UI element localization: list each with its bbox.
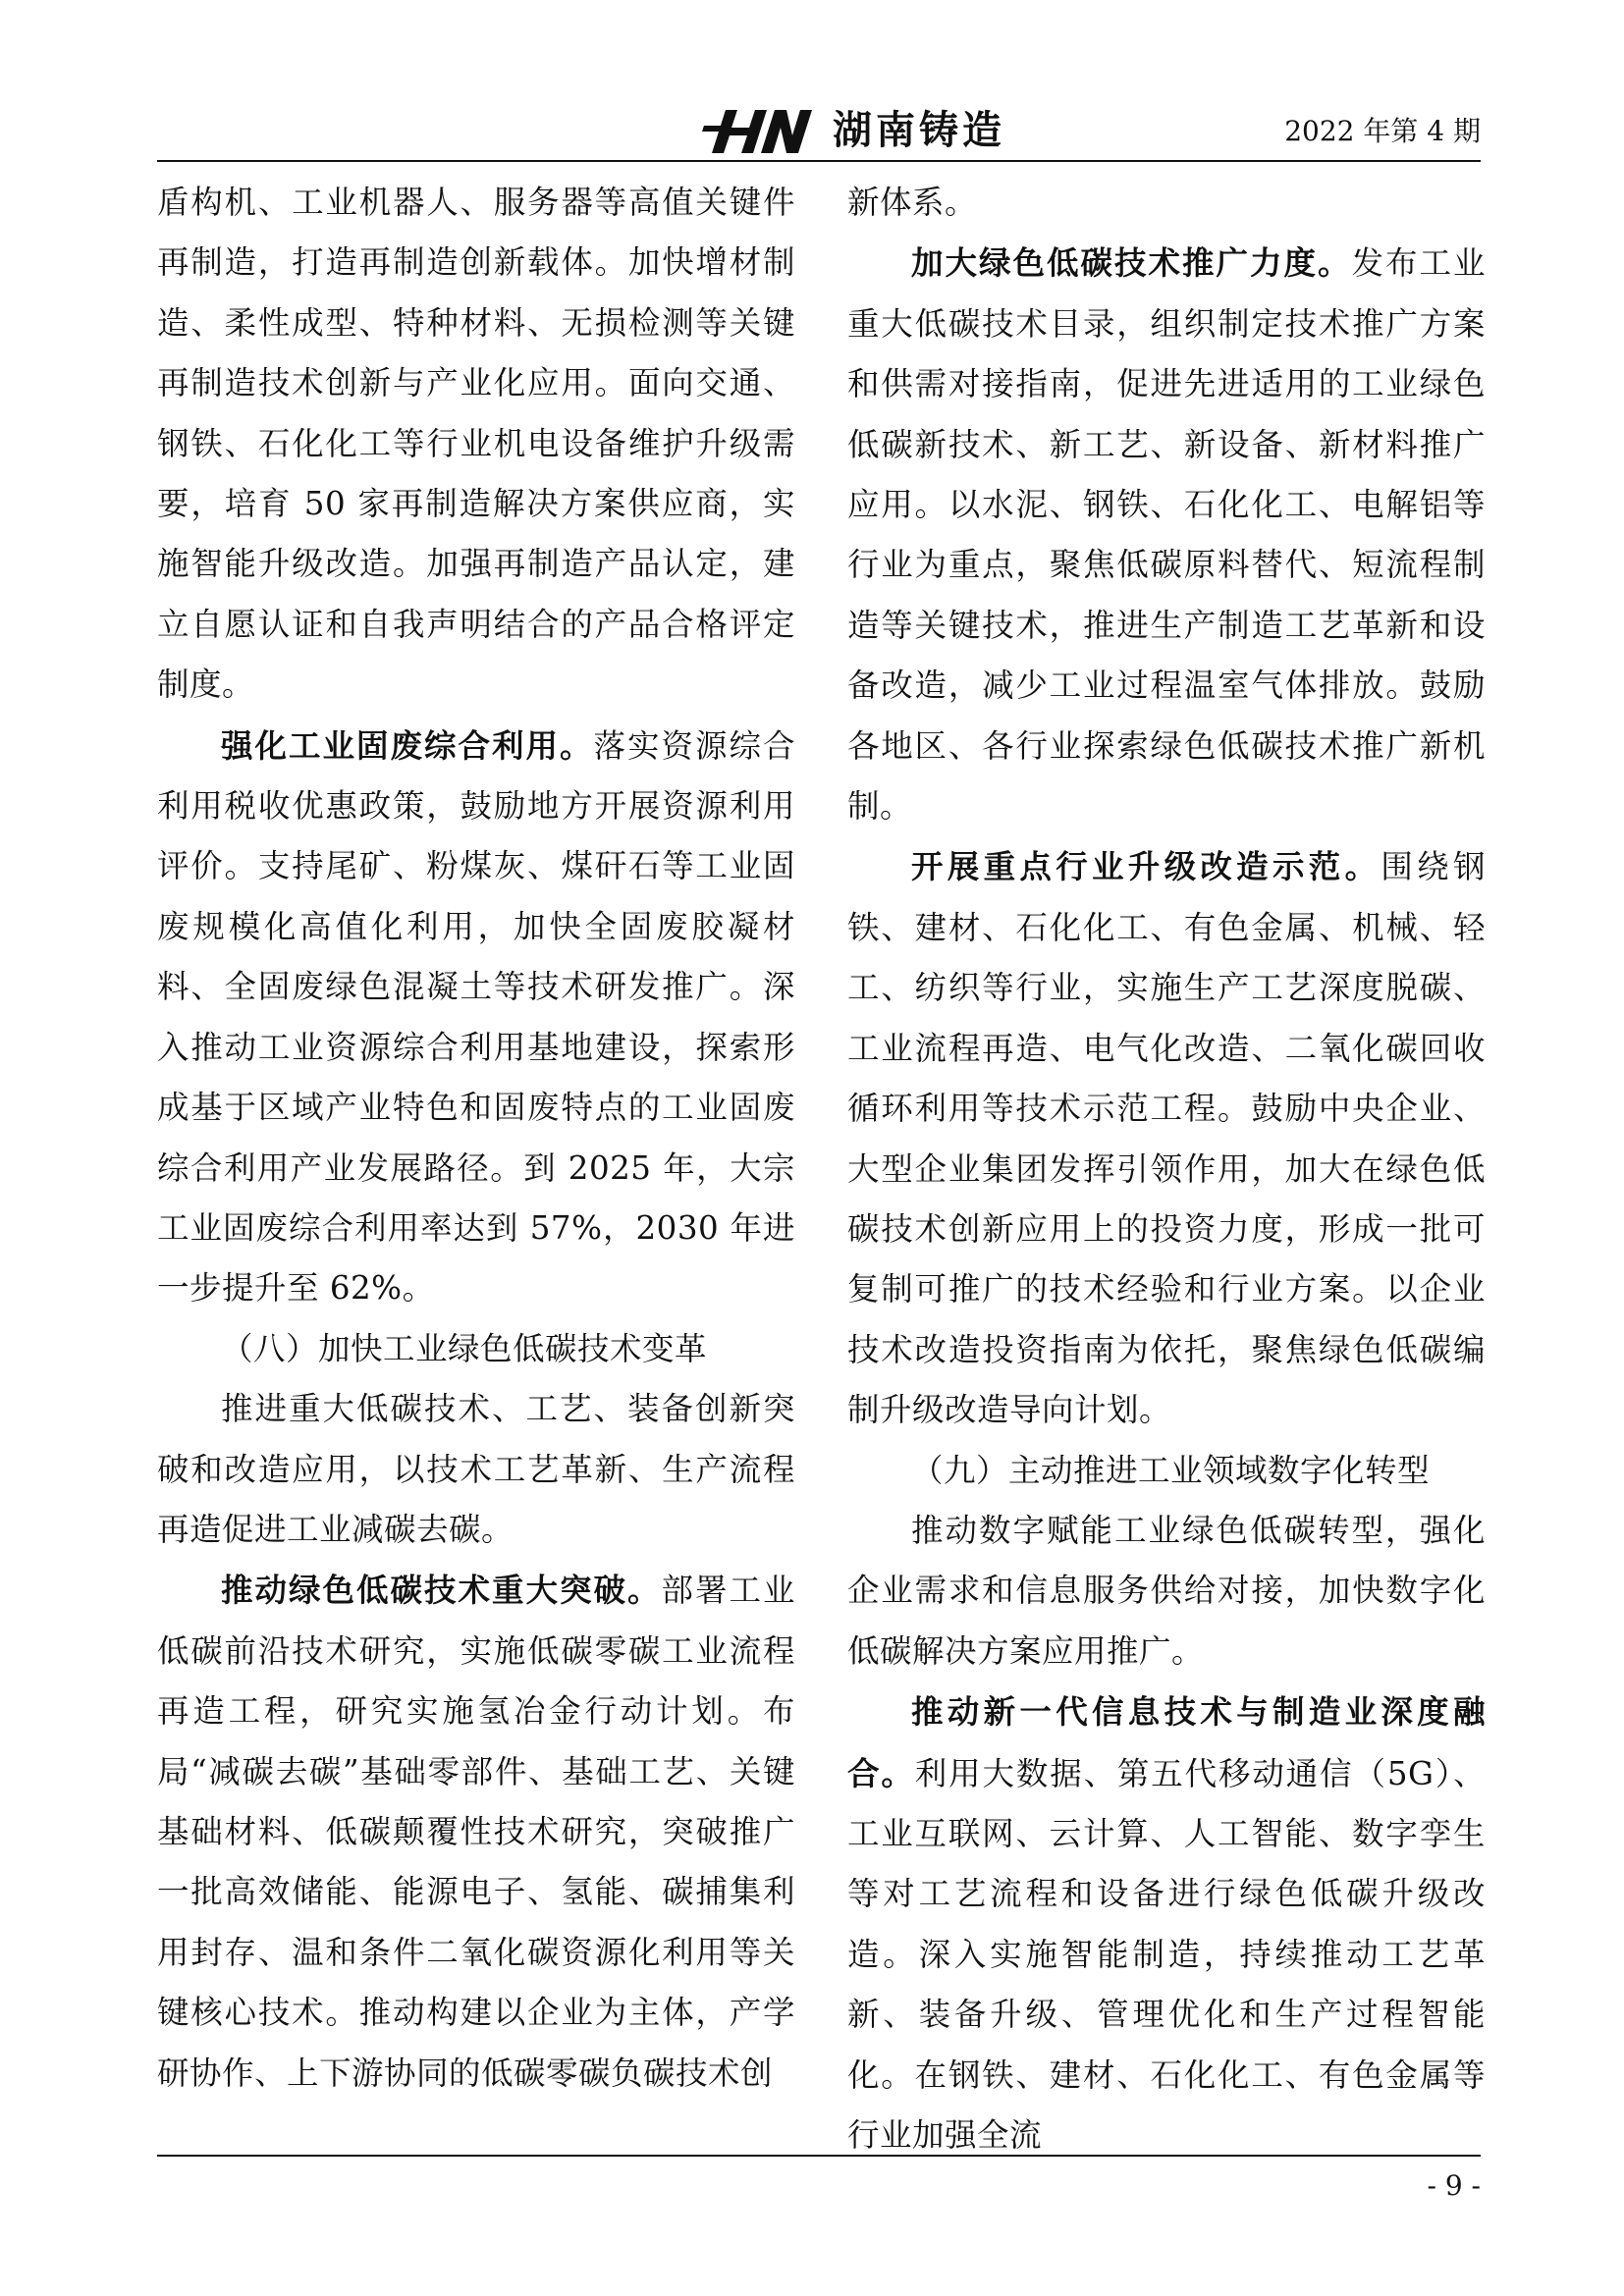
section-heading: （九）主动推进工业领域数字化转型: [911, 1451, 1431, 1489]
page-number: - 9 -: [1427, 2169, 1481, 2202]
paragraph-heading: 强化工业固废综合利用。: [221, 725, 594, 765]
section-heading: （八）加快工业绿色低碳技术变革: [221, 1329, 708, 1367]
footer-rule: [157, 2155, 1481, 2157]
paragraph: 盾构机、工业机器人、服务器等高值关键件再制造，打造再制造创新载体。加快增材制造、柔性成型、特种材料、无损检测等关键再制造技术创新与产业化应用。面向交通、钢铁、石化化工等行业机电设备维护升级需要，培育 50 家再制造解决方案供应商，实施智能升级改造。加强再制造产品认定，建立自愿认证和自我声明结合的产品合格评定制度。: [157, 184, 795, 704]
paragraph-heading: 开展重点行业升级改造示范。: [911, 847, 1381, 886]
hnz-logo-icon: [702, 106, 822, 155]
left-column: [157, 173, 795, 2104]
paragraph-heading: 推动新一代信息技术与制造业深度融合。: [847, 1692, 1486, 1792]
paragraph: 推动新一代信息技术与制造业深度融合。利用大数据、第五代移动通信（5G）、工业互联网、云计算、人工智能、数字孪生等对工艺流程和设备进行绿色低碳升级改造。深入实施智能制造，持续推动工艺革新、装备升级、管理优化和生产过程智能化。在钢铁、建材、石化化工、有色金属等行业加强全流: [847, 1692, 1486, 2154]
paragraph: 开展重点行业升级改造示范。围绕钢铁、建材、石化化工、有色金属、机械、轻工、纺织等行业，实施生产工艺深度脱碳、工业流程再造、电气化改造、二氧化碳回收循环利用等技术示范工程。鼓励中央企业、大型企业集团发挥引领作用，加大在绿色低碳技术创新应用上的投资力度，形成一批可复制可推广的技术经验和行业方案。以企业技术改造投资指南为依托，聚焦绿色低碳编制升级改造导向计划。: [847, 847, 1486, 1429]
paragraph: 加大绿色低碳技术推广力度。发布工业重大低碳技术目录，组织制定技术推广方案和供需对接指南，促进先进适用的工业绿色低碳新技术、新工艺、新设备、新材料推广应用。以水泥、钢铁、石化化工、电解铝等行业为重点，聚焦低碳原料替代、短流程制造等关键技术，推进生产制造工艺革新和设备改造，减少工业过程温室气体排放。鼓励各地区、各行业探索绿色低碳技术推广新机制。: [847, 243, 1486, 826]
paragraph: 推动绿色低碳技术重大突破。部署工业低碳前沿技术研究，实施低碳零碳工业流程再造工程，研究实施氢冶金行动计划。布局“减碳去碳”基础零部件、基础工艺、关键基础材料、低碳颠覆性技术研究，突破推广一批高效储能、能源电子、氢能、碳捕集利用封存、温和条件二氧化碳资源化利用等关键核心技术。推动构建以企业为主体，产学研协作、上下游协同的低碳零碳负碳技术创: [157, 1571, 795, 2092]
paragraph: 新体系。: [847, 184, 978, 221]
journal-name: 湖南铸造: [833, 108, 1005, 153]
page-header: [157, 98, 1481, 163]
right-column: [847, 173, 1486, 2165]
issue-label: 2022 年第 4 期: [1284, 115, 1481, 147]
paragraph-heading: 推动绿色低碳技术重大突破。: [221, 1571, 662, 1610]
paragraph: 推动数字赋能工业绿色低碳转型，强化企业需求和信息服务供给对接，加快数字化低碳解决方案应用推广。: [847, 1511, 1486, 1670]
header-rule: [157, 160, 1481, 162]
paragraph: 推进重大低碳技术、工艺、装备创新突破和改造应用，以技术工艺革新、生产流程再造促进工业减碳去碳。: [157, 1390, 795, 1548]
paragraph-heading: 加大绿色低碳技术推广力度。: [911, 243, 1352, 283]
paragraph: 强化工业固废综合利用。落实资源综合利用税收优惠政策，鼓励地方开展资源利用评价。支持尾矿、粉煤灰、煤矸石等工业固废规模化高值化利用，加快全固废胶凝材料、全固废绿色混凝土等技术研发推广。深入推动工业资源综合利用基地建设，探索形成基于区域产业特色和固废特点的工业固废综合利用产业发展路径。到 2025 年，大宗工业固废综合利用率达到 57%，2030 年进一步提升至 62%。: [157, 725, 795, 1308]
